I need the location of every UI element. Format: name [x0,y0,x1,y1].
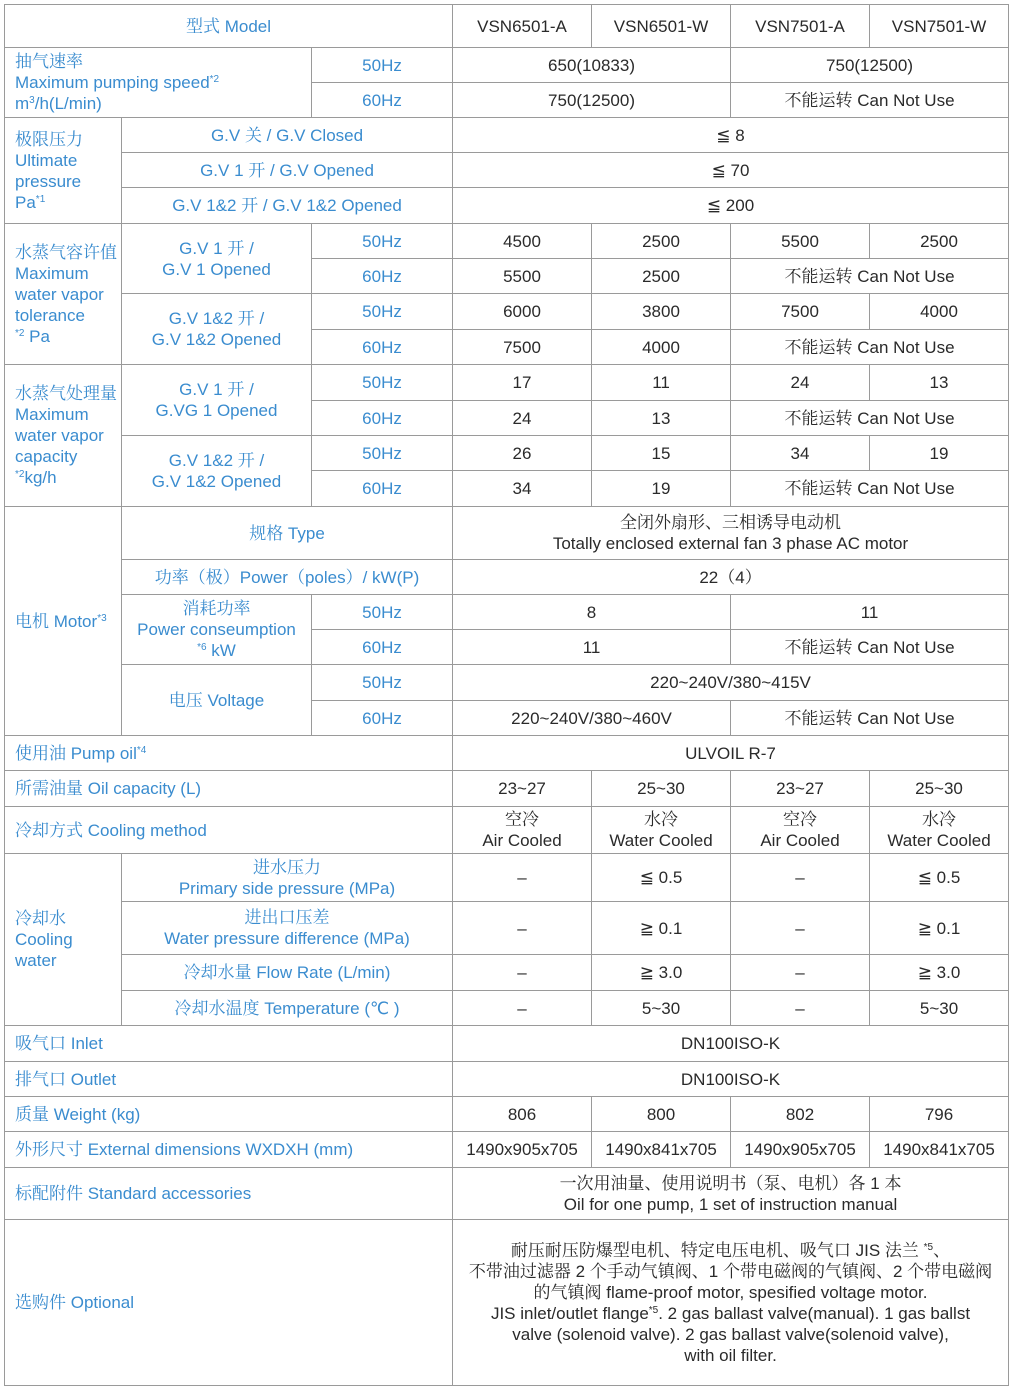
not-use-cell: 不能运转 Can Not Use [731,401,1009,436]
not-use-cell: 不能运转 Can Not Use [731,630,1009,665]
freq-50hz: 50Hz [312,48,453,83]
pressure-difference-label: 进出口压差 Water pressure difference (MPa) [122,902,453,955]
value-cell: 34 [453,471,592,507]
motor-power-label: 功率（极）Power（poles）/ kW(P) [122,560,453,595]
motor-type-label: 规格 Type [122,507,453,560]
value-cell: ≧ 0.1 [592,902,731,955]
freq-60hz: 60Hz [312,471,453,507]
outlet-label: 排气口 Outlet [5,1062,453,1097]
not-use-cell: 不能运转 Can Not Use [731,330,1009,365]
dash-cell: – [453,955,592,991]
vc-gv1-label: G.V 1 开 / G.VG 1 Opened [122,365,312,436]
pump-oil-row [5,736,1009,771]
optional-row [5,1220,1009,1386]
value-cell: ≦ 0.5 [592,854,731,902]
cooling-water-label: 冷却水 Cooling water [5,854,122,1026]
value-cell: 3800 [592,294,731,330]
value-cell: 7500 [453,330,592,365]
accessories-label: 标配附件 Standard accessories [5,1168,453,1220]
water-cooled-cell: 水冷 Water Cooled [870,807,1009,854]
ultimate-pressure-row [5,153,1009,188]
freq-50hz: 50Hz [312,224,453,259]
air-cooled-cell: 空冷 Air Cooled [453,807,592,854]
model-vsn7501w: VSN7501-W [870,5,1009,48]
freq-60hz: 60Hz [312,630,453,665]
gv1-opened-value: ≦ 70 [453,153,1009,188]
pumping-speed-7501-50: 750(12500) [731,48,1009,83]
specification-table [4,4,1009,1386]
pumping-speed-6501-50: 650(10833) [453,48,731,83]
value-cell: 5~30 [870,991,1009,1026]
value-cell: ≧ 3.0 [592,955,731,991]
cooling-method-label: 冷却方式 Cooling method [5,807,453,854]
inlet-row [5,1026,1009,1062]
cooling-water-row [5,955,1009,991]
dash-cell: – [731,991,870,1026]
gv12-opened-value: ≦ 200 [453,188,1009,224]
value-cell: 25~30 [870,771,1009,807]
value-cell: 13 [592,401,731,436]
oil-capacity-label: 所需油量 Oil capacity (L) [5,771,453,807]
vt-gv12-label: G.V 1&2 开 / G.V 1&2 Opened [122,294,312,365]
flow-rate-label: 冷却水量 Flow Rate (L/min) [122,955,453,991]
gv1-opened-label: G.V 1 开 / G.V Opened [122,153,453,188]
value-cell: 13 [870,365,1009,401]
accessories-value: 一次用油量、使用说明书（泵、电机）各 1 本 Oil for one pump, 1 set of instruction manual [453,1168,1009,1220]
value-cell: ≧ 0.1 [870,902,1009,955]
motor-power-value: 22（4） [453,560,1009,595]
dimensions-row [5,1132,1009,1168]
pumping-speed-6501-60: 750(12500) [453,83,731,118]
dash-cell: – [731,955,870,991]
vapor-capacity-label: 水蒸气处理量 Maximum water vapor capacity $^{*2}$kg/h [5,365,122,507]
water-cooled-cell: 水冷 Water Cooled [592,807,731,854]
model-header-label: 型式 Model [5,5,453,48]
model-vsn6501w: VSN6501-W [592,5,731,48]
value-cell: 4000 [870,294,1009,330]
voltage-60-value: 220~240V/380~460V [453,701,731,736]
ultimate-pressure-row [5,118,1009,153]
not-use-cell: 不能运转 Can Not Use [731,471,1009,507]
outlet-row [5,1062,1009,1097]
freq-60hz: 60Hz [312,330,453,365]
value-cell: 1490x841x705 [592,1132,731,1168]
temperature-label: 冷却水温度 Temperature (℃ ) [122,991,453,1026]
value-cell: 800 [592,1097,731,1132]
value-cell: ≦ 0.5 [870,854,1009,902]
value-cell: 5500 [731,224,870,259]
power-consumption-label: 消耗功率 Power conseumption $^{*6}$ kW [122,595,312,665]
value-cell: 2500 [592,259,731,294]
inlet-label: 吸气口 Inlet [5,1026,453,1062]
value-cell: 25~30 [592,771,731,807]
freq-60hz: 60Hz [312,83,453,118]
voltage-50-value: 220~240V/380~415V [453,665,1009,701]
value-cell: 5~30 [592,991,731,1026]
dash-cell: – [453,902,592,955]
value-cell: 17 [453,365,592,401]
value-cell: 26 [453,436,592,471]
value-cell: 8 [453,595,731,630]
pump-oil-value: ULVOIL R-7 [453,736,1009,771]
motor-voltage-row [5,665,1009,701]
motor-type-value: 全闭外扇形、三相诱导电动机 Totally enclosed external fan 3 phase AC motor [453,507,1009,560]
pumping-speed-row-50 [5,48,1009,83]
header-row [5,5,1009,48]
outlet-value: DN100ISO-K [453,1062,1009,1097]
dash-cell: – [453,991,592,1026]
accessories-row [5,1168,1009,1220]
motor-power-row [5,560,1009,595]
value-cell: 1490x841x705 [870,1132,1009,1168]
dash-cell: – [731,854,870,902]
vapor-capacity-row [5,365,1009,401]
motor-consumption-row [5,595,1009,630]
value-cell: 19 [870,436,1009,471]
value-cell: 15 [592,436,731,471]
dash-cell: – [731,902,870,955]
gv-closed-value: ≦ 8 [453,118,1009,153]
freq-50hz: 50Hz [312,365,453,401]
value-cell: 2500 [592,224,731,259]
cooling-water-row [5,902,1009,955]
weight-row [5,1097,1009,1132]
optional-value: 耐压耐压防爆型电机、特定电压电机、吸气口 JIS 法兰 $^{*5}$、 不带油过滤器 2 个手动气镇阀、1 个带电磁阀的气镇阀、2 个带电磁阀 的气镇阀 flame-proof motor, spesified voltage motor. JIS inlet/outlet flange$^{*5}$. 2 gas ballast valve(manual). 1 gas ballst valve (solenoid valve). 2 gas ballast valve(solenoid valve), with oil filter. [453,1220,1009,1386]
value-cell: 11 [453,630,731,665]
vc-gv12-label: G.V 1&2 开 / G.V 1&2 Opened [122,436,312,507]
primary-pressure-label: 进水压力 Primary side pressure (MPa) [122,854,453,902]
voltage-label: 电压 Voltage [122,665,312,736]
gv12-opened-label: G.V 1&2 开 / G.V 1&2 Opened [122,188,453,224]
value-cell: 796 [870,1097,1009,1132]
value-cell: 5500 [453,259,592,294]
freq-50hz: 50Hz [312,595,453,630]
pump-oil-label: 使用油 Pump oil$^{*4}$ [5,736,453,771]
freq-50hz: 50Hz [312,665,453,701]
cooling-water-row [5,854,1009,902]
dash-cell: – [453,854,592,902]
model-vsn6501a: VSN6501-A [453,5,592,48]
oil-capacity-row [5,771,1009,807]
optional-label: 选购件 Optional [5,1220,453,1386]
motor-type-row [5,507,1009,560]
weight-label: 质量 Weight (kg) [5,1097,453,1132]
vapor-tolerance-label: 水蒸气容许值 Maximum water vapor tolerance $^{*2}$ Pa [5,224,122,365]
ultimate-pressure-row [5,188,1009,224]
cooling-water-row [5,991,1009,1026]
value-cell: 11 [731,595,1009,630]
value-cell: 802 [731,1097,870,1132]
pumping-speed-label: 抽气速率 Maximum pumping speed$^{*2}$ $m^3/h(L/\min)$ [5,48,312,118]
value-cell: 19 [592,471,731,507]
not-use-cell: 不能运转 Can Not Use [731,83,1009,118]
cooling-method-row [5,807,1009,854]
freq-50hz: 50Hz [312,436,453,471]
value-cell: 1490x905x705 [731,1132,870,1168]
vt-gv1-label: G.V 1 开 / G.V 1 Opened [122,224,312,294]
not-use-cell: 不能运转 Can Not Use [731,259,1009,294]
value-cell: 4500 [453,224,592,259]
value-cell: 23~27 [453,771,592,807]
ultimate-pressure-label: 极限压力 Ultimate pressure Pa$^{*1}$ [5,118,122,224]
vapor-tolerance-row [5,224,1009,259]
motor-label: 电机 Motor$^{*3}$ [5,507,122,736]
value-cell: 34 [731,436,870,471]
vapor-capacity-row [5,436,1009,471]
inlet-value: DN100ISO-K [453,1026,1009,1062]
vapor-tolerance-row [5,294,1009,330]
freq-60hz: 60Hz [312,701,453,736]
value-cell: 4000 [592,330,731,365]
value-cell: 806 [453,1097,592,1132]
freq-60hz: 60Hz [312,401,453,436]
freq-50hz: 50Hz [312,294,453,330]
dimensions-label: 外形尺寸 External dimensions WXDXH (mm) [5,1132,453,1168]
value-cell: 2500 [870,224,1009,259]
freq-60hz: 60Hz [312,259,453,294]
not-use-cell: 不能运转 Can Not Use [731,701,1009,736]
value-cell: 1490x905x705 [453,1132,592,1168]
value-cell: 11 [592,365,731,401]
value-cell: 7500 [731,294,870,330]
value-cell: ≧ 3.0 [870,955,1009,991]
value-cell: 24 [731,365,870,401]
air-cooled-cell: 空冷 Air Cooled [731,807,870,854]
value-cell: 23~27 [731,771,870,807]
value-cell: 24 [453,401,592,436]
gv-closed-label: G.V 关 / G.V Closed [122,118,453,153]
value-cell: 6000 [453,294,592,330]
model-vsn7501a: VSN7501-A [731,5,870,48]
